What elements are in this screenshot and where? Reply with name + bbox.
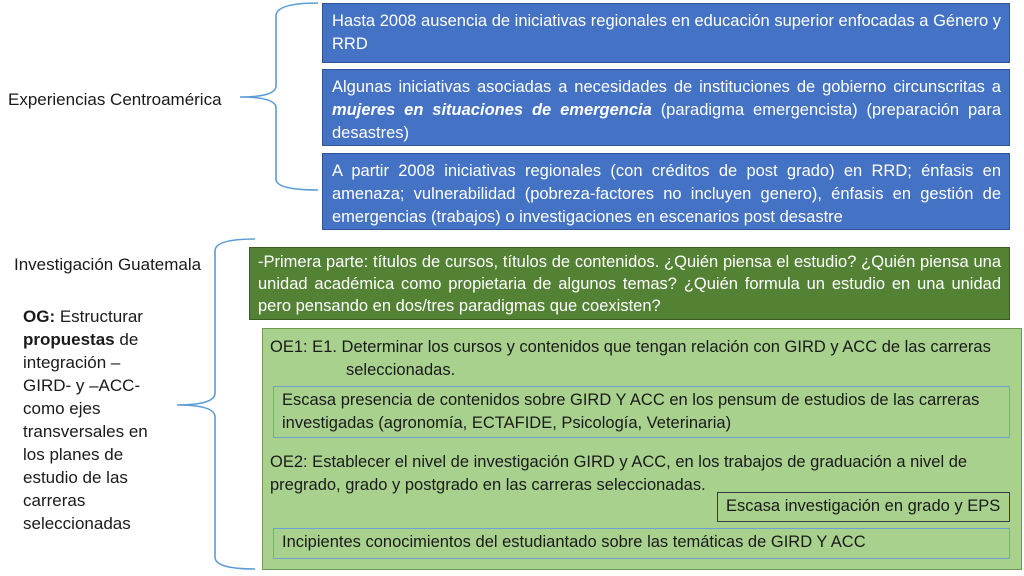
og-bold: propuestas [23, 330, 115, 349]
blue-box-1-text: Hasta 2008 ausencia de iniciativas regionales en educación superior enfocadas a Género y RRD [332, 12, 1001, 53]
blue-box-2-emphasis: mujeres en situaciones de emergencia [332, 101, 652, 119]
first-part-text: -Primera parte: títulos de cursos, títulos de contenidos. ¿Quién piensa el estudio? ¿Quién piensa una unidad académica como propietaria de algunos temas? ¿Quién formula un estudio en una unidad pero pensando en dos/tres paradigmas que coexisten? [258, 253, 1001, 315]
og-text-1: Estructurar [55, 307, 143, 326]
investigacion-label: Investigación Guatemala [14, 255, 202, 274]
finding-1-text: Escasa presencia de contenidos sobre GIRD Y ACC en los pensum de estudios de las carreras investigadas (agronomía, ECTAFIDE, Psicología, Veterinaria) [282, 391, 980, 432]
og-label: OG: [23, 307, 56, 326]
oe1-continuation: seleccionadas. [346, 361, 456, 379]
og-objective [23, 305, 161, 535]
finding-box-3 [273, 528, 1010, 559]
blue-box-2-text-pre: Algunas iniciativas asociadas a necesidades de instituciones de gobierno circunscritas a [332, 78, 1001, 96]
oe2-text: OE2: Establecer el nivel de investigación GIRD y ACC, en los trabajos de graduación a nivel de pregrado, grado y postgrado en las carreras seleccionadas. [270, 453, 968, 494]
first-part-box [249, 247, 1010, 320]
blue-box-2-text-post: (paradigma emergencista) (preparación para desastres) [332, 101, 1001, 142]
blue-box-2 [322, 69, 1010, 146]
og-text-2: de integración –GIRD- y –ACC- como ejes transversales en los planes de estudio de las carreras seleccionadas [23, 330, 148, 533]
finding-3-text: Incipientes conocimientos del estudiantado sobre las temáticas de GIRD Y ACC [282, 533, 866, 551]
finding-box-1 [273, 386, 1010, 438]
finding-box-2 [717, 492, 1010, 522]
brace-investigacion [177, 239, 255, 569]
blue-box-3-text: A partir 2008 iniciativas regionales (con créditos de post grado) en RRD; énfasis en amenaza; vulnerabilidad (pobreza-factores no incluyen genero), énfasis en gestión de emergencias (trabajos) o investigaciones en escenarios post desastre [332, 162, 1001, 226]
oe1-text: OE1: E1. Determinar los cursos y contenidos que tengan relación con GIRD y ACC de las carreras [270, 338, 991, 356]
blue-box-3 [322, 153, 1010, 230]
finding-2-text: Escasa investigación en grado y EPS [726, 497, 1001, 515]
blue-box-1 [322, 3, 1010, 63]
brace-experiencias [240, 3, 318, 190]
experiencias-label: Experiencias Centroamérica [8, 90, 222, 109]
